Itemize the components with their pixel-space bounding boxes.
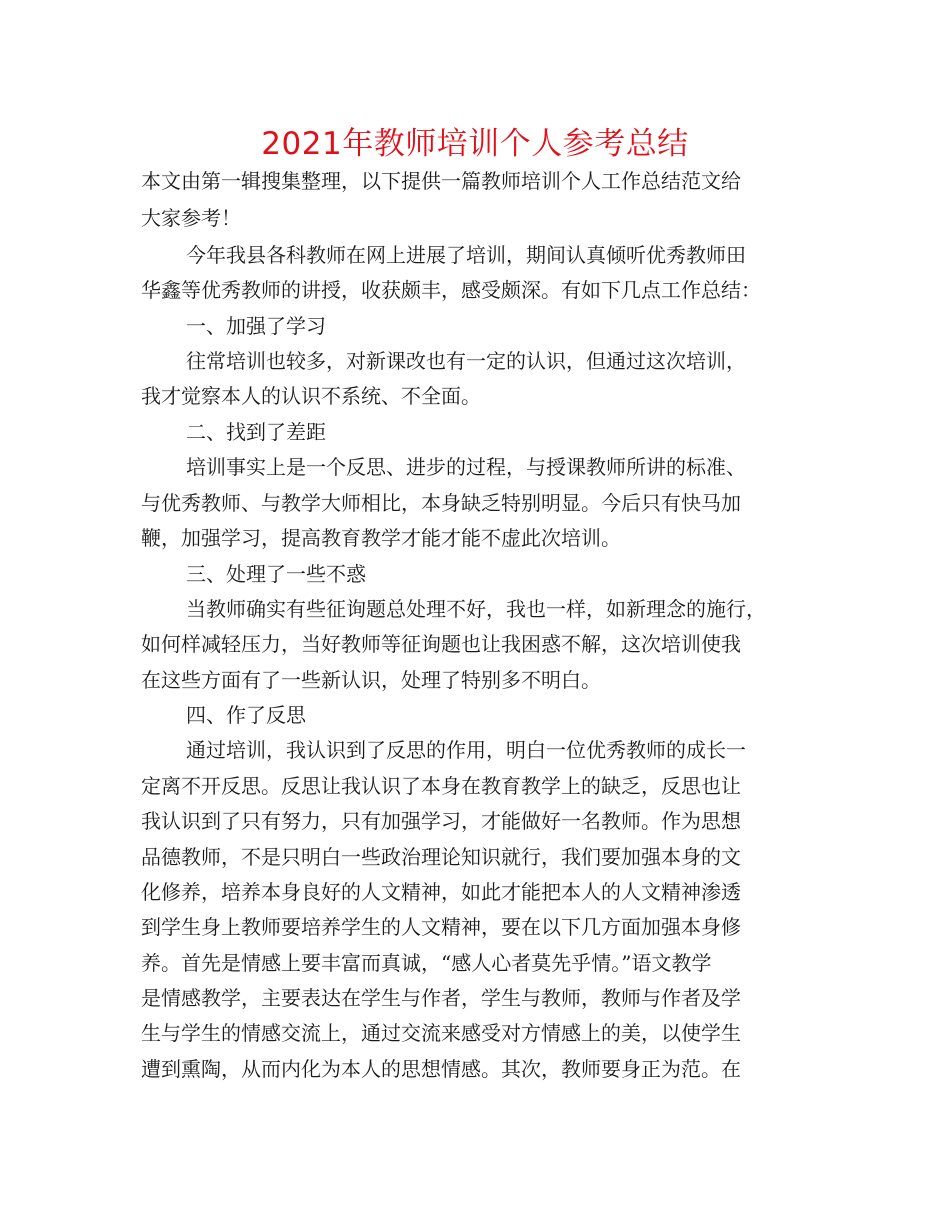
text-line: 如何样减轻压力，当好教师等征询题也让我困惑不解，这次培训使我 xyxy=(141,632,741,656)
text-line: 今年我县各科教师在网上进展了培训，期间认真倾听优秀教师田 xyxy=(186,243,746,267)
text-line: 是情感教学，主要表达在学生与作者，学生与教师，教师与作者及学 xyxy=(141,986,741,1010)
text-line: 往常培训也较多，对新课改也有一定的认识，但通过这次培训， xyxy=(186,349,746,373)
text-line: 生与学生的情感交流上，通过交流来感受对方情感上的美，以使学生 xyxy=(141,1021,741,1045)
text-line: 定离不开反思。反思让我认识了本身在教育教学上的缺乏，反思也让 xyxy=(141,774,741,798)
text-line: 培训事实上是一个反思、进步的过程，与授课教师所讲的标准、 xyxy=(186,455,746,479)
text-line: 鞭，加强学习，提高教育教学才能才能不虚此次培训。 xyxy=(141,526,621,550)
text-line: 当教师确实有些征询题总处理不好，我也一样，如新理念的施行， xyxy=(186,597,766,621)
text-line: 大家参考！ xyxy=(141,206,241,230)
text-line: 化修养，培养本身良好的人文精神，如此才能把本人的人文精神渗透 xyxy=(141,880,741,904)
text-line: 我才觉察本人的认识不系统、不全面。 xyxy=(141,384,481,408)
text-line: 与优秀教师、与教学大师相比，本身缺乏特别明显。今后只有快马加 xyxy=(141,491,741,515)
text-line: 养。首先是情感上要丰富而真诚，“感人心者莫先乎情。”语文教学 xyxy=(141,951,712,975)
text-line: 通过培训，我认识到了反思的作用，明白一位优秀教师的成长一 xyxy=(186,738,746,762)
text-line: 品德教师，不是只明白一些政治理论知识就行，我们要加强本身的文 xyxy=(141,845,741,869)
section-heading: 三、处理了一些不惑 xyxy=(186,562,366,586)
text-line: 到学生身上教师要培养学生的人文精神，要在以下几方面加强本身修 xyxy=(141,915,741,939)
text-line: 在这些方面有了一些新认识，处理了特别多不明白。 xyxy=(141,668,601,692)
text-line: 遭到熏陶，从而内化为本人的思想情感。其次，教师要身正为范。在 xyxy=(141,1057,741,1081)
text-line: 华鑫等优秀教师的讲授，收获颇丰，感受颇深。有如下几点工作总结： xyxy=(141,278,761,302)
section-heading: 四、作了反思 xyxy=(186,703,306,727)
section-heading: 一、加强了学习 xyxy=(186,314,326,338)
section-heading: 二、找到了差距 xyxy=(186,420,326,444)
text-line: 本文由第一辑搜集整理，以下提供一篇教师培训个人工作总结范文给 xyxy=(141,169,741,193)
text-line: 我认识到了只有努力，只有加强学习，才能做好一名教师。作为思想 xyxy=(141,809,741,833)
document-title: 2021年教师培训个人参考总结 xyxy=(261,126,689,162)
